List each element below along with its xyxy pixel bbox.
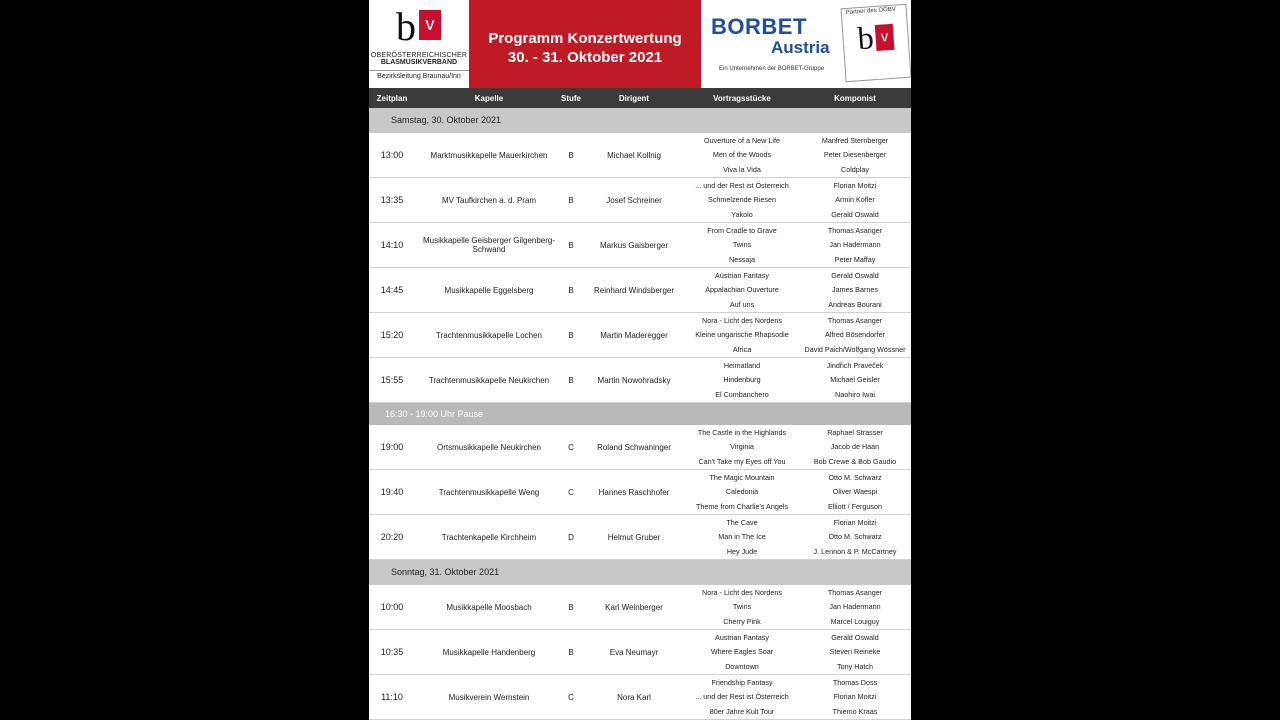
col-vortragsstuecke: Vortragsstücke: [713, 94, 771, 103]
composer-name: Gerald Oswald: [831, 210, 879, 220]
title-banner: [469, 0, 701, 88]
composer-name: Oliver Waespi: [832, 487, 878, 497]
piece-title: Nora - Licht des Nordens: [702, 315, 782, 325]
cell-stufe: B: [568, 375, 574, 385]
evening-rows: [369, 425, 911, 560]
cell-vortragsstuecke: [687, 133, 797, 177]
composer-name: Thomas Asanger: [827, 225, 883, 235]
cell-vortragsstuecke: [687, 178, 797, 222]
cell-komponist: [797, 585, 911, 629]
table-row: [369, 675, 911, 720]
piece-title: Man in The Ice: [718, 532, 766, 542]
piece-title: Viva la Vida: [723, 165, 761, 175]
program-title: Programm Konzertwertung: [488, 30, 682, 47]
cell-stufe: C: [568, 487, 574, 497]
composer-name: Jan Hadermann: [829, 240, 881, 250]
cell-dirigent: Helmut Gruber: [607, 532, 661, 542]
cell-komponist: [797, 630, 911, 674]
cell-vortragsstuecke: [687, 470, 797, 514]
col-zeitplan: Zeitplan: [376, 94, 408, 103]
cell-time: 10:00: [380, 602, 404, 612]
piece-title: Auf uns: [729, 300, 755, 310]
piece-title: Heimatland: [723, 360, 761, 370]
cell-stufe: B: [568, 240, 574, 250]
bv-logo-icon: b v: [393, 4, 445, 50]
col-dirigent: Dirigent: [618, 94, 650, 103]
cell-kapelle: Ortsmusikkapelle Neukirchen: [436, 442, 542, 452]
program-sheet: [369, 0, 911, 720]
piece-title: Kleine ungarische Rhapsodie: [695, 330, 789, 340]
col-kapelle: Kapelle: [474, 94, 504, 103]
cell-time: 13:00: [380, 150, 404, 160]
composer-name: Elliott / Ferguson: [828, 502, 882, 512]
composer-name: J. Lennon & P. McCartney: [813, 547, 897, 557]
piece-title: Hindenburg: [723, 375, 761, 385]
table-row: [369, 268, 911, 313]
cell-komponist: [797, 178, 911, 222]
cell-dirigent: Martin Maderegger: [600, 330, 668, 340]
composer-name: Otto M. Schwarz: [828, 472, 882, 482]
piece-title: Nessaja: [729, 255, 755, 265]
cell-time: 20:20: [380, 532, 404, 542]
cell-stufe: C: [568, 692, 574, 702]
composer-name: Armin Kofler: [835, 195, 875, 205]
composer-name: Jindřich Praveček: [826, 360, 884, 370]
col-stufe: Stufe: [561, 94, 581, 103]
composer-name: Thiemo Kraas: [832, 707, 878, 717]
org-name-line2: BLASMUSIKVERBAND: [380, 59, 458, 66]
piece-title: Men of the Woods: [712, 150, 772, 160]
cell-dirigent: Markus Gaisberger: [599, 240, 669, 250]
cell-komponist: [797, 675, 911, 719]
piece-title: Schmelzende Riesen: [708, 195, 776, 205]
partner-text: Partner des OÖBV: [845, 6, 896, 17]
composer-name: Otto M. Schwarz: [828, 532, 882, 542]
pause-row: 16:30 - 19:00 Uhr Pause: [369, 403, 911, 425]
cell-kapelle: MV Taufkirchen a. d. Pram: [441, 195, 537, 205]
table-row: [369, 515, 911, 560]
piece-title: 80er Jahre Kult Tour: [709, 707, 775, 717]
cell-komponist: [797, 133, 911, 177]
cell-vortragsstuecke: [687, 313, 797, 357]
cell-stufe: C: [568, 442, 574, 452]
day-header-saturday: Samstag, 30. Oktober 2021: [369, 108, 911, 133]
cell-komponist: [797, 470, 911, 514]
piece-title: Twins: [732, 240, 752, 250]
table-row: [369, 630, 911, 675]
cell-vortragsstuecke: [687, 630, 797, 674]
composer-name: Peter Maffay: [834, 255, 876, 265]
table-row: [369, 470, 911, 515]
cell-stufe: B: [568, 195, 574, 205]
composer-name: David Paich/Wolfgang Wössner: [804, 345, 906, 355]
piece-title: Appalachian Ouverture: [705, 285, 779, 295]
cell-kapelle: Trachtenmusikkapelle Neukirchen: [428, 375, 550, 385]
cell-dirigent: Nora Karl: [617, 692, 651, 702]
ooebv-logo: [369, 0, 469, 88]
composer-name: Marcel Louiguy: [830, 617, 880, 627]
cell-komponist: [797, 313, 911, 357]
composer-name: Thomas Doss: [832, 677, 878, 687]
cell-vortragsstuecke: [687, 585, 797, 629]
cell-dirigent: Eva Neumayr: [609, 647, 659, 657]
partner-badge: Partner des OÖBV b v: [840, 4, 911, 82]
composer-name: Gerald Oswald: [831, 632, 879, 642]
program-table: [369, 108, 911, 720]
cell-vortragsstuecke: [687, 425, 797, 469]
cell-vortragsstuecke: [687, 675, 797, 719]
piece-title: Where Eagles Soar: [710, 647, 774, 657]
table-row: [369, 425, 911, 470]
piece-title: El Cumbanchero: [715, 390, 769, 400]
piece-title: The Castle in the Highlands: [697, 427, 787, 437]
cell-stufe: B: [568, 330, 574, 340]
piece-title: The Cave: [726, 517, 758, 527]
day-header-sunday: Sonntag, 31. Oktober 2021: [369, 560, 911, 585]
cell-vortragsstuecke: [687, 223, 797, 267]
column-header-row: [369, 88, 911, 108]
sunday-rows: [369, 585, 911, 720]
piece-title: Austrian Fantasy: [715, 632, 769, 642]
piece-title: From Cradle to Grave: [707, 225, 777, 235]
cell-kapelle: Trachtenmusikkapelle Lochen: [436, 330, 542, 340]
composer-name: Michael Geisler: [830, 375, 880, 385]
cell-kapelle: Musikkapelle Handenberg: [442, 647, 536, 657]
cell-time: 19:00: [380, 442, 404, 452]
saturday-rows: [369, 133, 911, 403]
cell-dirigent: Karl Weinberger: [605, 602, 663, 612]
cell-komponist: [797, 223, 911, 267]
piece-title: Ouverture of a New Life: [704, 135, 780, 145]
cell-vortragsstuecke: [687, 358, 797, 402]
piece-title: Friendship Fantasy: [711, 677, 773, 687]
piece-title: Cherry Pink: [723, 617, 761, 627]
cell-time: 15:20: [380, 330, 404, 340]
cell-time: 14:45: [380, 285, 404, 295]
cell-kapelle: Musikkapelle Moosbach: [446, 602, 532, 612]
cell-dirigent: Martin Nowohradsky: [597, 375, 671, 385]
cell-stufe: D: [568, 532, 574, 542]
table-row: [369, 313, 911, 358]
org-name-line3: Bezirksleitung Braunau/Inn: [369, 70, 469, 80]
composer-name: Coldplay: [841, 165, 869, 175]
composer-name: Alfred Bösendorfer: [825, 330, 885, 340]
piece-title: Africa: [732, 345, 752, 355]
composer-name: Naohiro Iwai: [835, 390, 875, 400]
composer-name: Jacob de Haan: [830, 442, 880, 452]
composer-name: Steven Reineke: [829, 647, 881, 657]
table-row: [369, 223, 911, 268]
sponsor-name: BORBET: [711, 14, 807, 39]
piece-title: Yakolo: [731, 210, 753, 220]
cell-komponist: [797, 425, 911, 469]
table-row: [369, 585, 911, 630]
piece-title: ... und der Rest ist Österreich: [695, 180, 789, 190]
piece-title: Theme from Charlie's Angels: [695, 502, 789, 512]
composer-name: Tony Hatch: [837, 662, 873, 672]
cell-komponist: [797, 358, 911, 402]
piece-title: Austrian Fantasy: [715, 270, 769, 280]
cell-kapelle: Marktmusikkapelle Mauerkirchen: [430, 150, 548, 160]
piece-title: Nora - Licht des Nordens: [702, 587, 782, 597]
cell-komponist: [797, 268, 911, 312]
cell-vortragsstuecke: [687, 268, 797, 312]
composer-name: Florian Moitzi: [833, 692, 877, 702]
cell-time: 10:35: [380, 647, 404, 657]
composer-name: James Barnes: [832, 285, 878, 295]
composer-name: Florian Moitzi: [833, 517, 877, 527]
cell-dirigent: Roland Schwaninger: [597, 442, 671, 452]
cell-dirigent: Hannes Raschhofer: [598, 487, 670, 497]
piece-title: ... und der Rest ist Österreich: [695, 692, 789, 702]
cell-kapelle: Musikkapelle Eggelsberg: [444, 285, 534, 295]
cell-kapelle: Musikverein Wernstein: [448, 692, 530, 702]
composer-name: Bob Crewe & Bob Gaudio: [813, 457, 897, 467]
piece-title: The Magic Mountain: [709, 472, 775, 482]
sponsor-country: Austria: [771, 38, 830, 57]
composer-name: Gerald Oswald: [831, 270, 879, 280]
composer-name: Thomas Asanger: [827, 315, 883, 325]
cell-dirigent: Michael Kollnig: [607, 150, 661, 160]
cell-time: 13:35: [380, 195, 404, 205]
program-dates: 30. - 31. Oktober 2021: [507, 49, 663, 66]
piece-title: Downtown: [725, 662, 759, 672]
cell-time: 14:10: [380, 240, 404, 250]
cell-stufe: B: [568, 285, 574, 295]
composer-name: Raphael Strasser: [827, 427, 883, 437]
cell-stufe: B: [568, 647, 574, 657]
cell-dirigent: Reinhard Windsberger: [593, 285, 675, 295]
composer-name: Thomas Asanger: [827, 587, 883, 597]
composer-name: Peter Diesenberger: [823, 150, 887, 160]
composer-name: Florian Moitzi: [833, 180, 877, 190]
piece-title: Hey Jude: [726, 547, 758, 557]
cell-kapelle: Musikkapelle Geisberger Gilgenberg-Schwand: [422, 236, 556, 254]
cell-kapelle: Trachtenmusikkapelle Weng: [438, 487, 540, 497]
cell-time: 11:10: [381, 692, 403, 702]
cell-vortragsstuecke: [687, 515, 797, 559]
table-row: [369, 178, 911, 223]
table-row: [369, 133, 911, 178]
cell-kapelle: Trachtenkapelle Kirchheim: [441, 532, 537, 542]
cell-stufe: B: [568, 150, 574, 160]
cell-time: 19:40: [380, 487, 404, 497]
col-komponist: Komponist: [834, 94, 876, 103]
composer-name: Manfred Sternberger: [821, 135, 889, 145]
composer-name: Jan Hadermann: [829, 602, 881, 612]
sponsor-subtitle: Ein Unternehmen der BORBET-Gruppe: [719, 66, 825, 72]
cell-time: 15:55: [380, 375, 404, 385]
piece-title: Twins: [732, 602, 752, 612]
piece-title: Virginia: [730, 442, 754, 452]
composer-name: Andreas Bourani: [828, 300, 882, 310]
table-row: [369, 358, 911, 403]
org-name-line1: OBERÖSTERREICHISCHER: [370, 52, 468, 59]
piece-title: Can't Take my Eyes off You: [698, 457, 786, 467]
piece-title: Caledonia: [725, 487, 759, 497]
cell-dirigent: Josef Schreiner: [606, 195, 662, 205]
cell-komponist: [797, 515, 911, 559]
cell-stufe: B: [568, 602, 574, 612]
program-header: [369, 0, 911, 88]
sponsor-logo: [701, 0, 911, 88]
